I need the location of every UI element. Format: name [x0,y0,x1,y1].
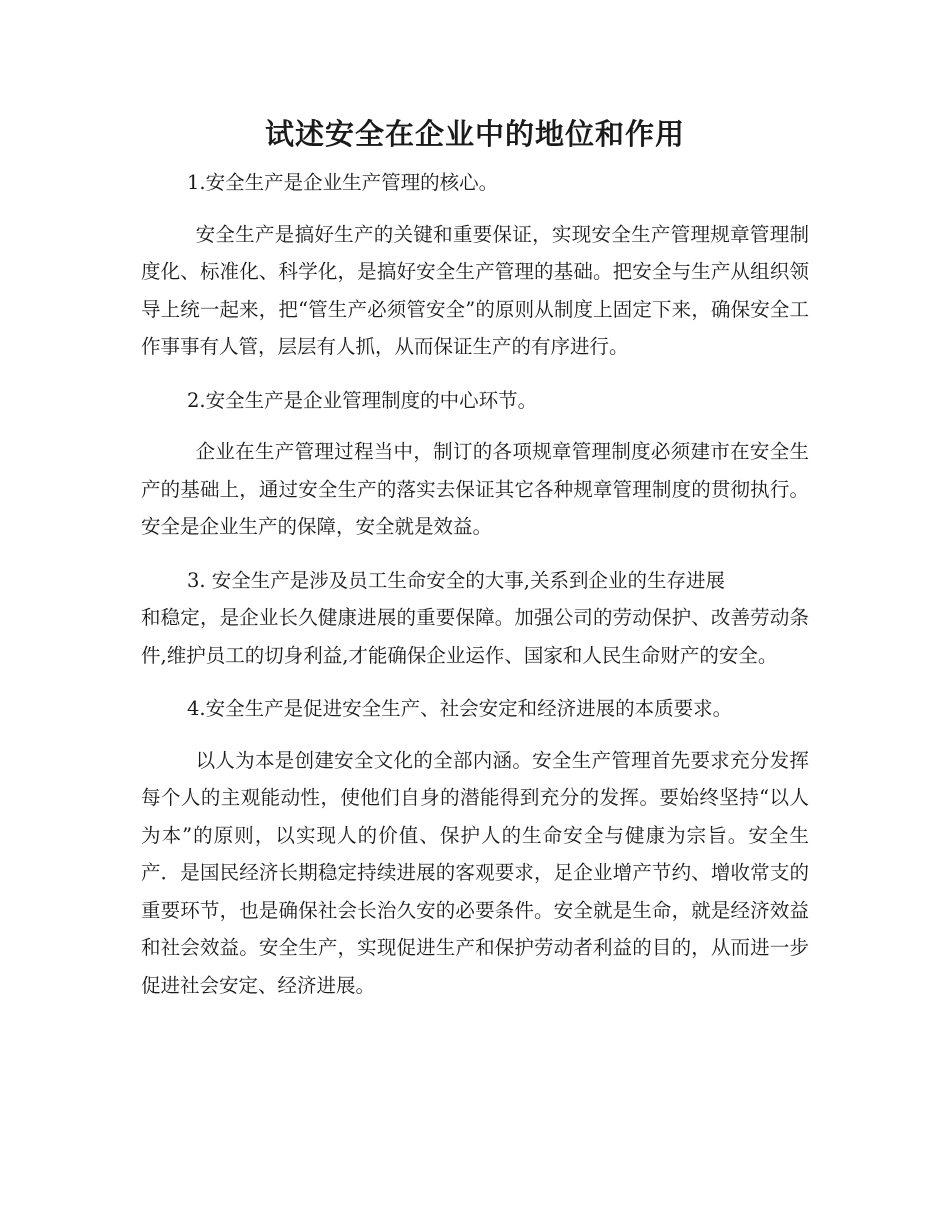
document-title: 试述安全在企业中的地位和作用 [264,117,685,151]
section-4-heading: 4.安全生产是促进安全生产、社会安定和经济进展的本质要求。 [187,697,733,720]
section-2-heading: 2.安全生产是企业管理制度的中心环节。 [187,388,538,412]
section-3-paragraph: 和稳定，是企业长久健康进展的重要保障。加强公司的劳动保护、改善劳动条件,维护员工的切身利益,才能确保企业运作、国家和人民生命财产的安全。 [141,606,809,667]
section-4-paragraph: 以人为本是创建安全文化的全部内涵。安全生产管理首先要求充分发挥每个人的主观能动性，使他们自身的潜能得到充分的发挥。要始终坚持“以人为本”的原则，以实现人的价值、保护人的生命安全与健康为宗旨。安全生产．是国民经济长期稳定持续进展的客观要求，足企业增产节约、增收常支的重要环节，也是确保社会长治久安的必要条件。安全就是生命，就是经济效益和社会效益。安全生产，实现促进生产和保护劳动者利益的目的，从而进一步促进社会安定、经济进展。 [141,748,809,997]
section-2-paragraph: 企业在生产管理过程当中，制订的各项规章管理制度必须建市在安全生产的基础上，通过安全生产的落实去保证其它各种规章管理制度的贯彻执行。安全是企业生产的保障，安全就是效益。 [141,440,809,538]
section-3-heading: 3. 安全生产是涉及员工生命安全的大事,关系到企业的生存进展 [187,568,726,592]
document-body [141,164,809,1004]
section-1-paragraph: 安全生产是搞好生产的关键和重要保证，实现安全生产管理规章管理制度化、标准化、科学化，是搞好安全生产管理的基础。把安全与生产从组织领导上统一起来，把“管生产必须管安全”的原则从制度上固定下来，确保安全工作事事有人管，层层有人抓，从而保证生产的有序进行。 [141,222,809,358]
section-1-heading: 1.安全生产是企业生产管理的核心。 [187,171,499,194]
